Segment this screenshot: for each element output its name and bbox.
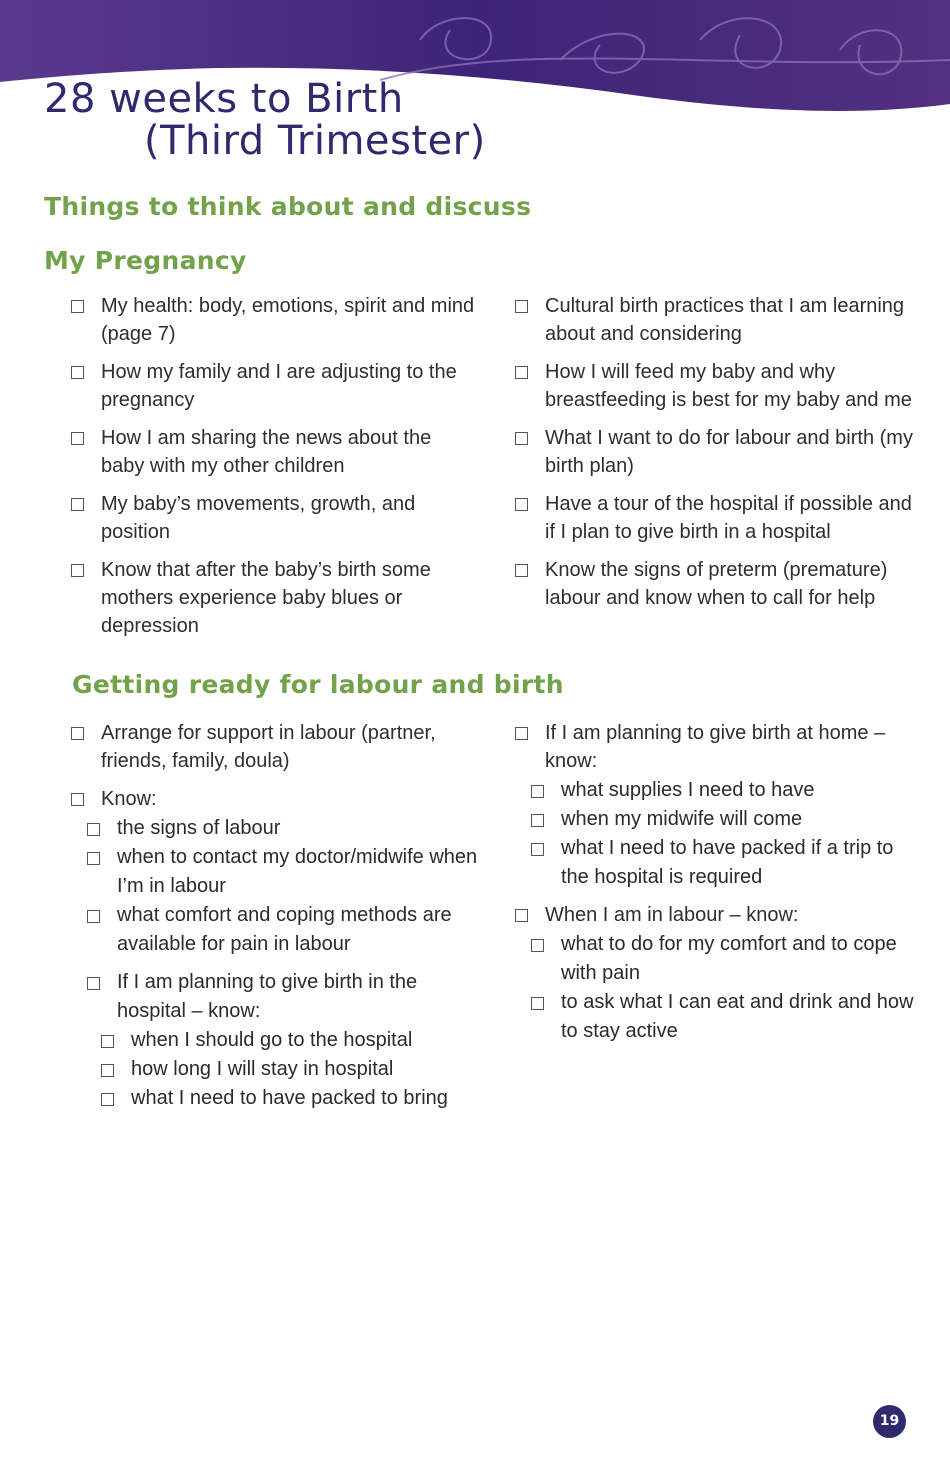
pregnancy-left-list	[70, 292, 480, 650]
page-title-line2: (Third Trimester)	[144, 118, 486, 164]
checkbox[interactable]	[531, 785, 544, 798]
checklist-item: My baby’s movements, growth, and position	[70, 490, 480, 546]
checkbox[interactable]	[515, 300, 528, 313]
checklist-item: How I am sharing the news about the baby with my other children	[70, 424, 480, 480]
checkbox[interactable]	[515, 564, 528, 577]
checklist-subitem: what supplies I need to have	[514, 776, 914, 805]
checklist-item: Know:	[70, 785, 480, 813]
checkbox[interactable]	[71, 727, 84, 740]
checklist-item: How I will feed my baby and why breastfeeding is best for my baby and me	[514, 358, 914, 414]
checkbox[interactable]	[87, 910, 100, 923]
checklist-subitem: when to contact my doctor/midwife when I’m in labour	[70, 843, 480, 901]
checkbox[interactable]	[515, 909, 528, 922]
checkbox[interactable]	[87, 977, 100, 990]
checkbox[interactable]	[515, 366, 528, 379]
checklist-item: My health: body, emotions, spirit and mind (page 7)	[70, 292, 480, 348]
checklist-subitem: what to do for my comfort and to cope with pain	[514, 930, 914, 988]
checklist-item: Know the signs of preterm (premature) labour and know when to call for help	[514, 556, 914, 612]
main-heading: Things to think about and discuss	[44, 192, 532, 221]
checklist-item: How my family and I are adjusting to the pregnancy	[70, 358, 480, 414]
checklist-item: Have a tour of the hospital if possible and if I plan to give birth in a hospital	[514, 490, 914, 546]
checkbox[interactable]	[71, 564, 84, 577]
page-title-line1: 28 weeks to Birth	[44, 76, 404, 122]
checkbox[interactable]	[531, 814, 544, 827]
page-number: 19	[873, 1405, 906, 1438]
checkbox[interactable]	[515, 432, 528, 445]
labour-heading: Getting ready for labour and birth	[72, 670, 564, 699]
checklist-subsubitem: when I should go to the hospital	[70, 1026, 480, 1055]
checklist-subsubitem: what I need to have packed to bring	[70, 1084, 480, 1113]
checklist-subitem: what comfort and coping methods are available for pain in labour	[70, 901, 480, 959]
checkbox[interactable]	[71, 432, 84, 445]
checklist-item: What I want to do for labour and birth (my birth plan)	[514, 424, 914, 480]
checklist-subitem: what I need to have packed if a trip to the hospital is required	[514, 834, 914, 892]
checkbox[interactable]	[101, 1035, 114, 1048]
checkbox[interactable]	[531, 843, 544, 856]
checkbox[interactable]	[515, 727, 528, 740]
checkbox[interactable]	[87, 852, 100, 865]
checkbox[interactable]	[87, 823, 100, 836]
checkbox[interactable]	[531, 997, 544, 1010]
checkbox[interactable]	[101, 1064, 114, 1077]
checkbox[interactable]	[531, 939, 544, 952]
checklist-item: When I am in labour – know:	[514, 901, 914, 929]
checklist-item: If I am planning to give birth at home – know:	[514, 719, 914, 775]
checklist-subitem: If I am planning to give birth in the hospital – know:	[70, 968, 480, 1026]
checkbox[interactable]	[71, 300, 84, 313]
pregnancy-heading: My Pregnancy	[44, 246, 247, 275]
page-title	[44, 78, 486, 162]
checklist-item: Arrange for support in labour (partner, friends, family, doula)	[70, 719, 480, 775]
checklist-subitem: to ask what I can eat and drink and how to stay active	[514, 988, 914, 1046]
pregnancy-right-list	[514, 292, 914, 622]
checkbox[interactable]	[515, 498, 528, 511]
labour-left-list	[70, 719, 480, 1113]
checklist-item: Cultural birth practices that I am learning about and considering	[514, 292, 914, 348]
checkbox[interactable]	[71, 498, 84, 511]
checkbox[interactable]	[101, 1093, 114, 1106]
checklist-subitem: the signs of labour	[70, 814, 480, 843]
checklist-subitem: when my midwife will come	[514, 805, 914, 834]
checklist-item: Know that after the baby’s birth some mothers experience baby blues or depression	[70, 556, 480, 640]
checkbox[interactable]	[71, 366, 84, 379]
checklist-subsubitem: how long I will stay in hospital	[70, 1055, 480, 1084]
checkbox[interactable]	[71, 793, 84, 806]
labour-right-list	[514, 719, 914, 1046]
